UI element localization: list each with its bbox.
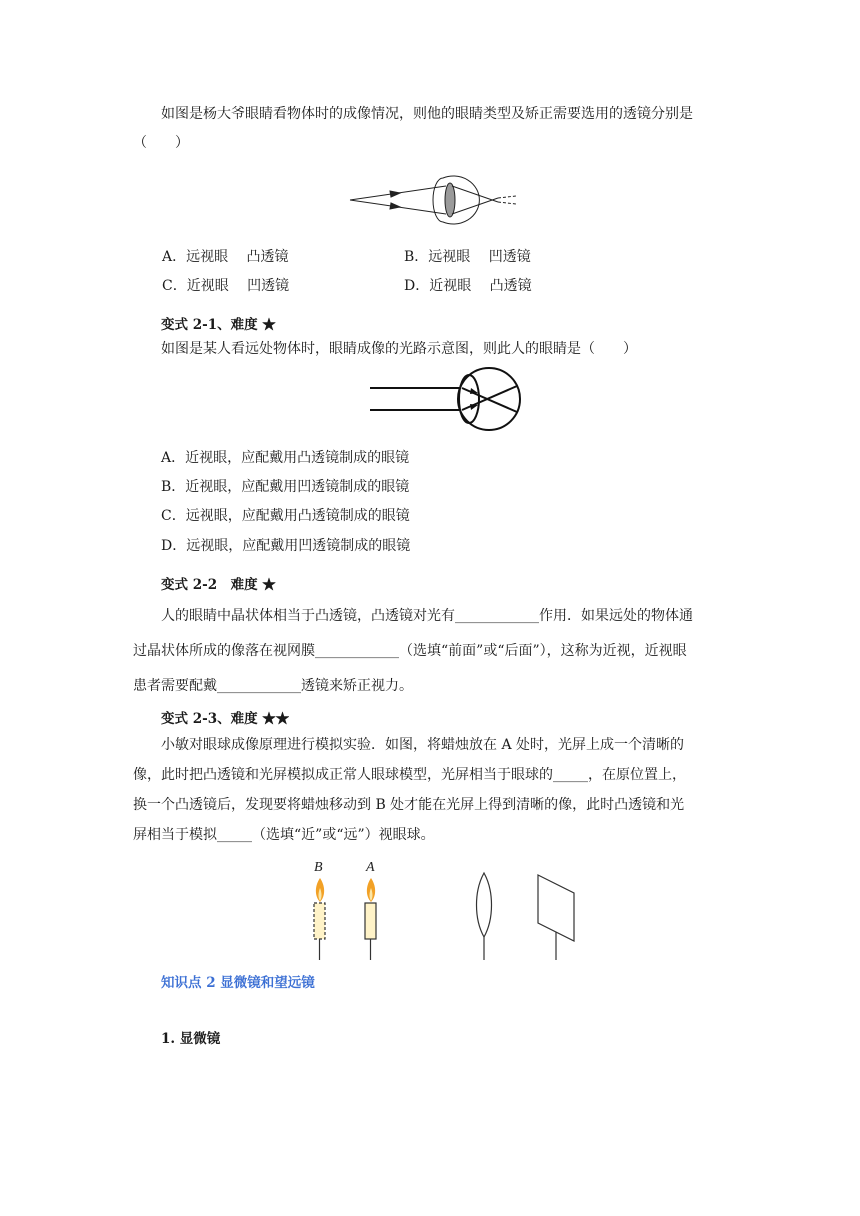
q1-option-c: C．近视眼 凹透镜 <box>162 278 290 294</box>
label-b: B <box>314 860 323 875</box>
variant-2-1-option-d: D．远视眼，应配戴用凹透镜制成的眼镜 <box>161 538 411 554</box>
q1-option-b: B．远视眼 凹透镜 <box>404 249 531 265</box>
candle-b <box>314 903 325 939</box>
variant-2-1-option-a: A．近视眼，应配戴用凸透镜制成的眼镜 <box>161 450 410 466</box>
variant-2-3-line-3: 换一个凸透镜后，发现要将蜡烛移动到 B 处才能在光屏上得到清晰的像，此时凸透镜和光 <box>133 797 685 813</box>
section-title: 知识点 2 显微镜和望远镜 <box>161 975 315 991</box>
variant-2-3-line-1: 小敏对眼球成像原理进行模拟实验．如图，将蜡烛放在 A 处时，光屏上成一个清晰的 <box>161 737 685 753</box>
variant-2-1-option-c: C．远视眼，应配戴用凸透镜制成的眼镜 <box>161 508 410 524</box>
q1-option-d: D．近视眼 凸透镜 <box>404 278 532 294</box>
candle-a <box>365 903 376 939</box>
convex-lens <box>477 873 492 937</box>
candle-lens-screen-diagram <box>300 855 600 965</box>
variant-2-2-line-1: 人的眼睛中晶状体相当于凸透镜，凸透镜对光有____________作用．如果远处的物体通 <box>161 608 693 624</box>
variant-2-2-line-2: 过晶状体所成的像落在视网膜____________（选填“前面”或“后面”），这称为近视，近视眼 <box>133 643 687 659</box>
variant-2-2-line-3: 患者需要配戴____________透镜来矫正视力。 <box>133 678 413 694</box>
section-subtitle: 1. 显微镜 <box>161 1031 221 1047</box>
light-screen <box>538 875 574 941</box>
variant-2-1-stem: 如图是某人看远处物体时，眼睛成像的光路示意图，则此人的眼睛是（ ） <box>161 341 637 357</box>
eye-diagram-1 <box>348 176 548 226</box>
q1-paren: （ ） <box>133 135 189 151</box>
variant-2-2-heading: 变式 2-2 难度 ★ <box>161 577 276 593</box>
label-a: A <box>366 860 375 875</box>
q1-stem: 如图是杨大爷眼睛看物体时的成像情况，则他的眼睛类型及矫正需要选用的透镜分别是 <box>161 106 693 122</box>
q1-option-a: A．远视眼 凸透镜 <box>162 249 289 265</box>
variant-2-3-line-2: 像，此时把凸透镜和光屏模拟成正常人眼球模型，光屏相当于眼球的_____，在原位置上， <box>133 767 686 783</box>
variant-2-1-heading: 变式 2-1、难度 ★ <box>161 317 276 333</box>
variant-2-3-heading: 变式 2-3、难度 ★★ <box>161 711 290 727</box>
eye-diagram-2 <box>370 366 530 432</box>
variant-2-1-option-b: B．近视眼，应配戴用凹透镜制成的眼镜 <box>161 479 410 495</box>
variant-2-3-line-4: 屏相当于模拟_____（选填“近”或“远”）视眼球。 <box>133 827 435 843</box>
